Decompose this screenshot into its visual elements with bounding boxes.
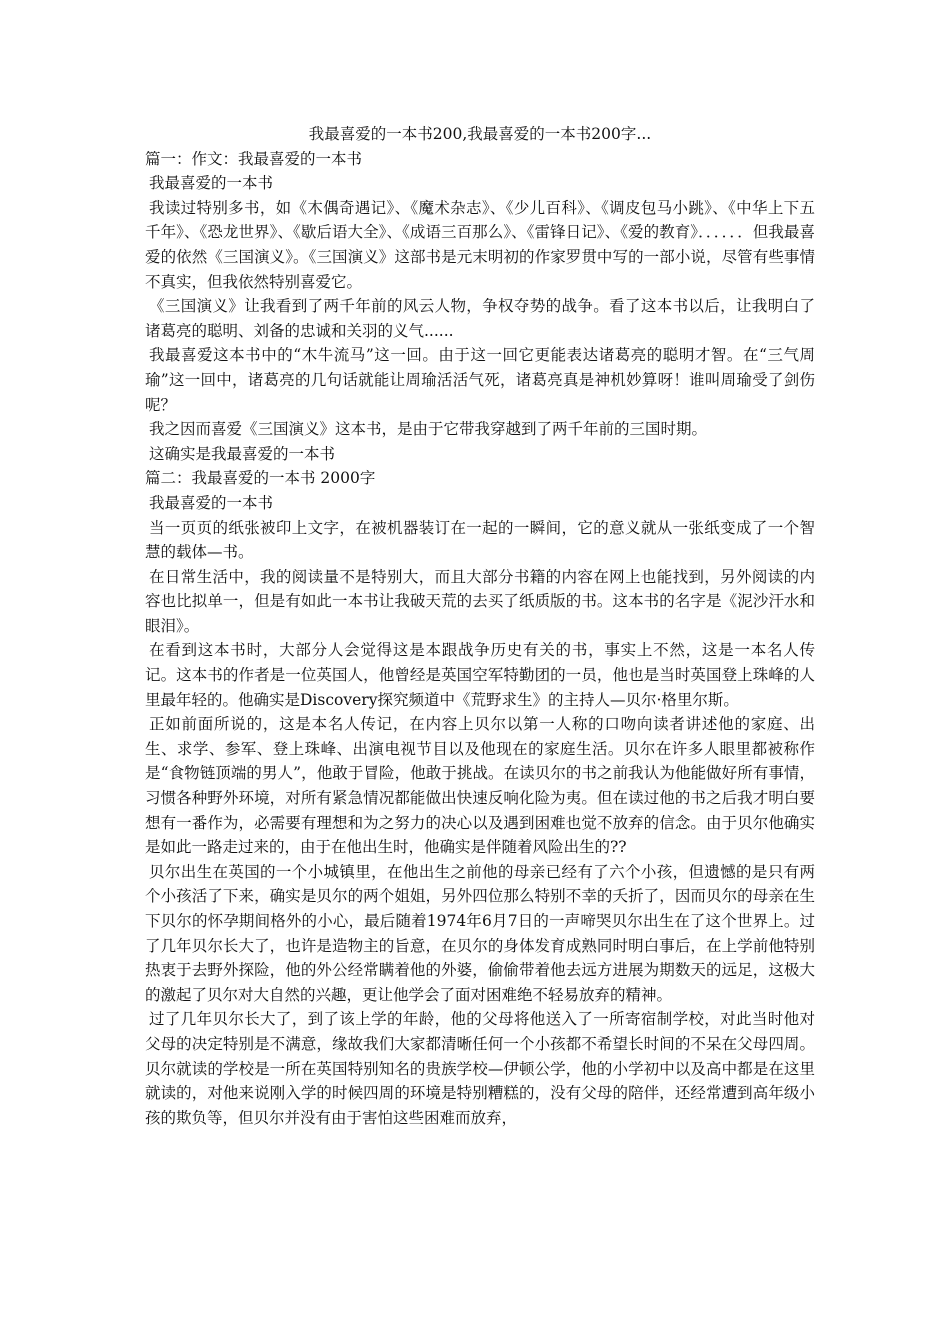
section2-paragraph: 正如前面所说的，这是本名人传记，在内容上贝尔以第一人称的口吻向读者讲述他的家庭、出生、求学、参军、登上珠峰、出演电视节目以及他现在的家庭生活。贝尔在许多人眼里都被称作是“食物链顶端的男人”，他敢于冒险，他敢于挑战。在读贝尔的书之前我认为他能做好所有事情，习惯各种野外环境，对所有紧急情况都能做出快速反响化险为夷。但在读过他的书之后我才明白要想有一番作为，必需要有理想和为之努力的决心以及遇到困难也觉不放弃的信念。由于贝尔他确实是如此一路走过来的，由于在他出生时，他确实是伴随着风险出生的?? (145, 715, 815, 857)
document-page (145, 122, 815, 1130)
section2-paragraph: 当一页页的纸张被印上文字，在被机器装订在一起的一瞬间，它的意义就从一张纸变成了一个智慧的载体—书。 (145, 518, 815, 562)
section2-paragraph: 过了几年贝尔长大了，到了该上学的年龄，他的父母将他送入了一所寄宿制学校，对此当时他对父母的决定特别是不满意，缘故我们大家都清晰任何一个小孩都不希望长时间的不呆在父母四周。贝尔就读的学校是一所在英国特别知名的贵族学校—伊顿公学，他的小学初中以及高中都是在这里就读的，对他来说刚入学的时候四周的环境是特别糟糕的，没有父母的陪伴，还经常遭到高年级小孩的欺负等，但贝尔并没有由于害怕这些困难而放弃， (145, 1010, 815, 1127)
document-title: 我最喜爱的一本书200,我最喜爱的一本书200字... (308, 125, 652, 143)
section1-paragraph: 我读过特别多书，如《木偶奇遇记》、《魔术杂志》、《少儿百科》、《调皮包马小跳》、《中华上下五千年》、《恐龙世界》、《歇后语大全》、《成语三百那么》、《雷锋日记》、《爱的教育》．．．．．．但我最喜爱的依然《三国演义》。《三国演义》这部书是元末明初的作家罗贯中写的一部小说，尽管有些事情不真实，但我依然特别喜爱它。 (145, 198, 815, 291)
section2-paragraph: 在日常生活中，我的阅读量不是特别大，而且大部分书籍的内容在网上也能找到，另外阅读的内容也比拟单一，但是有如此一本书让我破天荒的去买了纸质版的书。这本书的名字是《泥沙汗水和眼泪》。 (145, 567, 815, 635)
section1-paragraph: 我之因而喜爱《三国演义》这本书，是由于它带我穿越到了两千年前的三国时期。 (149, 420, 708, 439)
section2-subheading: 我最喜爱的一本书 (149, 493, 274, 512)
section1-subheading: 我最喜爱的一本书 (149, 174, 274, 193)
section1-paragraph: 这确实是我最喜爱的一本书 (149, 444, 336, 463)
section2-paragraph: 在看到这本书时，大部分人会觉得这是本跟战争历史有关的书，事实上不然，这是一本名人传记。这本书的作者是一位英国人，他曾经是英国空军特勤团的一员，他也是当时英国登上珠峰的人里最年轻的。他确实是Discovery探究频道中《荒野求生》的主持人—贝尔·格里尔斯。 (145, 641, 815, 709)
section2-heading: 篇二：我最喜爱的一本书 2000字 (145, 469, 376, 488)
section1-paragraph: 《三国演义》让我看到了两千年前的风云人物，争权夺势的战争。看了这本书以后，让我明白了诸葛亮的聪明、刘备的忠诚和关羽的义气...... (145, 297, 815, 340)
section1-paragraph: 我最喜爱这本书中的“木牛流马”这一回。由于这一回它更能表达诸葛亮的聪明才智。在“三气周瑜”这一回中，诸葛亮的几句话就能让周瑜活活气死，诸葛亮真是神机妙算呀！谁叫周瑜受了剑伤呢？ (145, 346, 815, 414)
section1-heading: 篇一：作文：我最喜爱的一本书 (145, 149, 363, 168)
section2-paragraph: 贝尔出生在英国的一个小城镇里，在他出生之前他的母亲已经有了六个小孩，但遗憾的是只有两个小孩活了下来，确实是贝尔的两个姐姐，另外四位那么特别不幸的夭折了，因而贝尔的母亲在生下贝尔的怀孕期间格外的小心，最后随着1974年6月7日的一声啼哭贝尔出生在了这个世界上。过了几年贝尔长大了，也许是造物主的旨意，在贝尔的身体发育成熟同时明白事后，在上学前他特别热衷于去野外探险，他的外公经常瞒着他的外婆，偷偷带着他去远方进展为期数天的远足，这极大的激起了贝尔对大自然的兴趣，更让他学会了面对困难绝不轻易放弃的精神。 (145, 862, 815, 1004)
